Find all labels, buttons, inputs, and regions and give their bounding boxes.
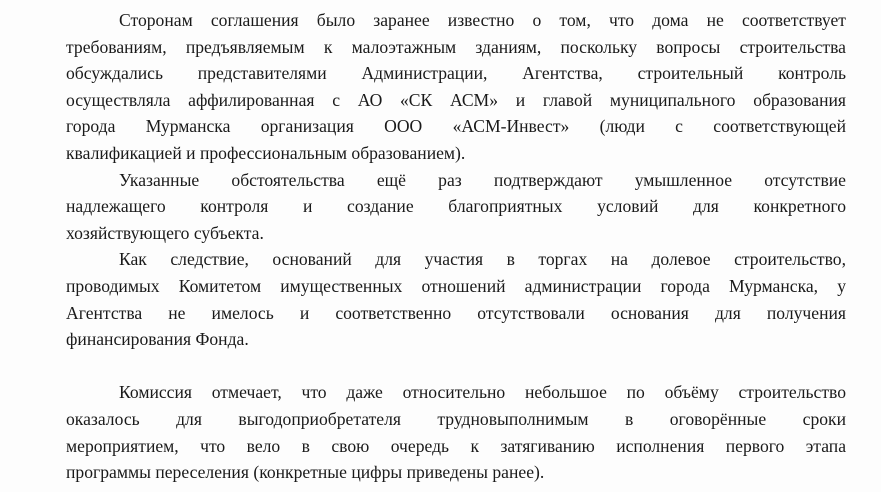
- text-line: оказалось для выгодоприобретателя трудновыполнимым в оговорённые сроки: [66, 408, 846, 429]
- text-line: Сторонам соглашения было заранее известно о том, что дома не соответствует: [119, 10, 846, 30]
- text-line: Указанные обстоятельства ещё раз подтверждают умышленное отсутствие: [119, 169, 846, 190]
- paragraph-4: [66, 379, 846, 485]
- text-line: мероприятием, что вело в свою очередь к затягиванию исполнения первого этапа: [66, 435, 846, 456]
- paragraph-2: [66, 167, 846, 247]
- text-line: Агентства не имелось и соответственно отсутствовали основания для получения: [66, 302, 846, 323]
- paragraph-3: [66, 246, 846, 352]
- text-line: обсуждались представителями Администрации, Агентства, строительный контроль: [66, 63, 846, 84]
- document-body: [66, 7, 846, 486]
- text-line: проводимых Комитетом имущественных отношений администрации города Мурманска, у: [66, 275, 846, 296]
- text-line: надлежащего контроля и создание благоприятных условий для конкретного: [66, 196, 846, 217]
- text-line: осуществляла аффилированная с АО «СК АСМ» и главой муниципального образования: [66, 89, 846, 110]
- text-line: Как следствие, оснований для участия в торгах на долевое строительство,: [119, 249, 846, 270]
- paragraph-1: [66, 7, 846, 167]
- paragraph-spacer: [66, 353, 846, 380]
- text-line: города Мурманска организация ООО «АСМ-Инвест» (люди с соответствующей: [66, 116, 846, 137]
- text-line: Комиссия отмечает, что даже относительно небольшое по объёму строительство: [119, 382, 846, 403]
- text-line: квалификацией и профессиональным образованием).: [66, 142, 466, 163]
- text-line: требованиям, предъявляемым к малоэтажным зданиям, поскольку вопросы строительства: [66, 36, 846, 57]
- text-line: финансирования Фонда.: [66, 329, 249, 350]
- text-line: программы переселения (конкретные цифры приведены ранее).: [66, 462, 545, 483]
- text-line: хозяйствующего субъекта.: [66, 222, 264, 243]
